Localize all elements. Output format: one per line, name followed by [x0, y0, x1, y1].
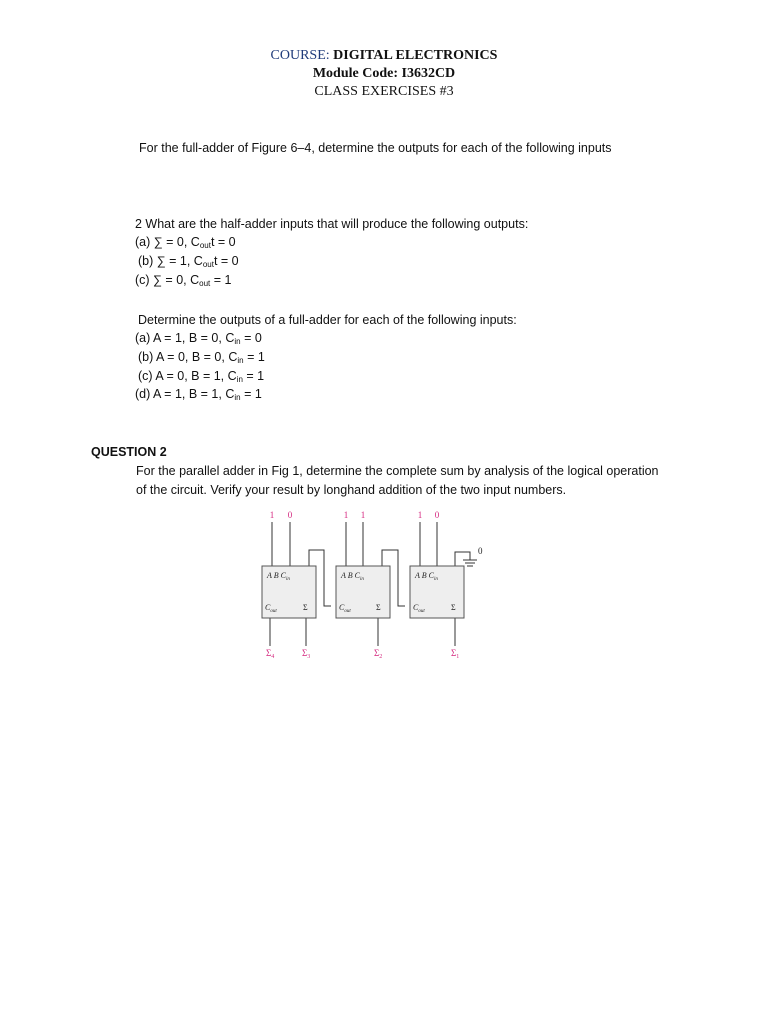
full-adder-prompt: Determine the outputs of a full-adder for each of the following inputs: [138, 313, 517, 327]
question-2-line-1: For the parallel adder in Fig 1, determine the complete sum by analysis of the logical operation [136, 464, 659, 478]
full-adder-item-d: (d) A = 1, B = 1, $C_{in} = 1$ [135, 387, 262, 402]
input-a-3: 1 [417, 510, 423, 520]
input-b-1: 0 [287, 510, 293, 520]
half-adder-item-a: (a) ∑ = 0, $C_{out}t = 0$ [135, 235, 236, 250]
svg-text:A B Cin: A B $C_{in}$ [341, 571, 364, 582]
svg-text:Σ: Σ [451, 603, 456, 612]
half-adder-prompt: 2 What are the half-adder inputs that will produce the following outputs: [135, 217, 529, 231]
output-sum-2: $\Sigma_2$ [374, 648, 383, 660]
full-adder-block-1 [262, 566, 316, 618]
exercise-title: CLASS EXERCISES #3 [314, 84, 454, 99]
svg-text:A B Cin: A B $C_{in}$ [267, 571, 290, 582]
module-code: Module Code: I3632CD [312, 66, 456, 81]
svg-text:Cout: $C_{out}$ [413, 603, 425, 614]
input-a-2: 1 [343, 510, 349, 520]
output-sum-3: $\Sigma_3$ [302, 648, 311, 660]
full-adder-item-a: (a) A = 1, B = 0, $C_{in} = 0$ [135, 331, 262, 346]
input-b-3: 0 [434, 510, 440, 520]
output-sum-1: $\Sigma_1$ [451, 648, 460, 660]
half-adder-item-b: (b) ∑ = 1, $C_{out}t = 0$ [138, 254, 239, 269]
course-name: DIGITAL ELECTRONICS [333, 48, 498, 63]
svg-text:Cout: $C_{out}$ [265, 603, 277, 614]
course-label: COURSE: [270, 48, 330, 63]
full-adder-block-2 [336, 566, 390, 618]
output-sum-4: $\Sigma_4$ [266, 648, 275, 660]
full-adder-item-b: (b) A = 0, B = 0, $C_{in} = 1$ [138, 350, 265, 365]
question-1-intro: For the full-adder of Figure 6–4, determine the outputs for each of the following inputs [139, 141, 612, 155]
question-2-heading: QUESTION 2 [91, 445, 167, 459]
svg-text:A B Cin: A B $C_{in}$ [415, 571, 438, 582]
full-adder-item-c: (c) A = 0, B = 1, $C_{in} = 1$ [138, 369, 265, 384]
input-b-2: 1 [360, 510, 366, 520]
ground-label: 0 [478, 546, 483, 556]
svg-text:Cout: $C_{out}$ [339, 603, 351, 614]
svg-text:Σ: Σ [303, 603, 308, 612]
question-2-line-2: of the circuit. Verify your result by longhand addition of the two input numbers. [136, 483, 567, 497]
input-a-1: 1 [269, 510, 275, 520]
svg-text:Σ: Σ [376, 603, 381, 612]
half-adder-item-c: (c) ∑ = 0, $C_{out} = 1$ [135, 273, 232, 288]
full-adder-block-3 [410, 566, 464, 618]
